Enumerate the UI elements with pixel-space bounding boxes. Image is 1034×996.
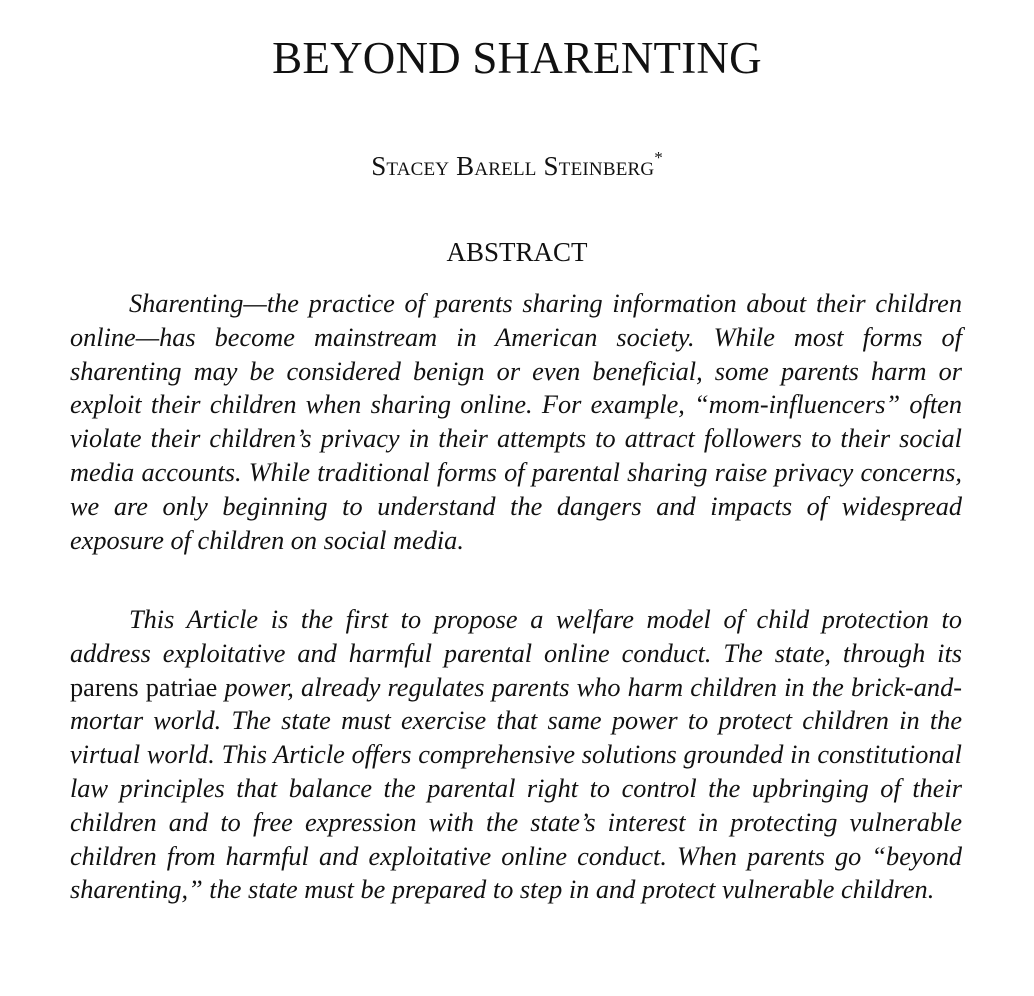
legal-term-parens-patriae: parens patriae: [70, 672, 218, 702]
abstract-paragraph-1: Sharenting—the practice of parents sharing information about their children online—has become mainstream in American society. While most forms of sharenting may be considered benign or even beneficial, some parents harm or exploit their children when sharing online. For example, “mom-influencers” often violate their children’s privacy in their attempts to attract followers to their social media accounts. While traditional forms of parental sharing raise privacy concerns, we are only beginning to understand the dangers and impacts of widespread exposure of children on social media.: [70, 289, 962, 555]
abstract-paragraph-2: [70, 603, 962, 907]
abstract-heading: ABSTRACT: [446, 237, 588, 267]
paragraph-2-part-2: power, already regulates parents who harm children in the brick-and-mortar world. The state must exercise that same power to protect children in the virtual world. This Article offers comprehensive solutions grounded in constitutional law principles that balance the parental right to control the upbringing of their children and to free expression with the state’s interest in protecting vulnerable children from harmful and exploitative online conduct. When parents go “beyond sharenting,” the state must be prepared to step in and protect vulnerable children.: [70, 672, 962, 905]
article-title: BEYOND SHARENTING: [272, 33, 762, 83]
author-line: [0, 148, 1034, 184]
author-footnote-marker: *: [654, 148, 663, 167]
paragraph-2-part-1: This Article is the first to propose a welfare model of child protection to address exploitative and harmful parental online conduct. The state, through its: [70, 605, 962, 668]
author-name: Stacey Barell Steinberg: [371, 151, 655, 181]
